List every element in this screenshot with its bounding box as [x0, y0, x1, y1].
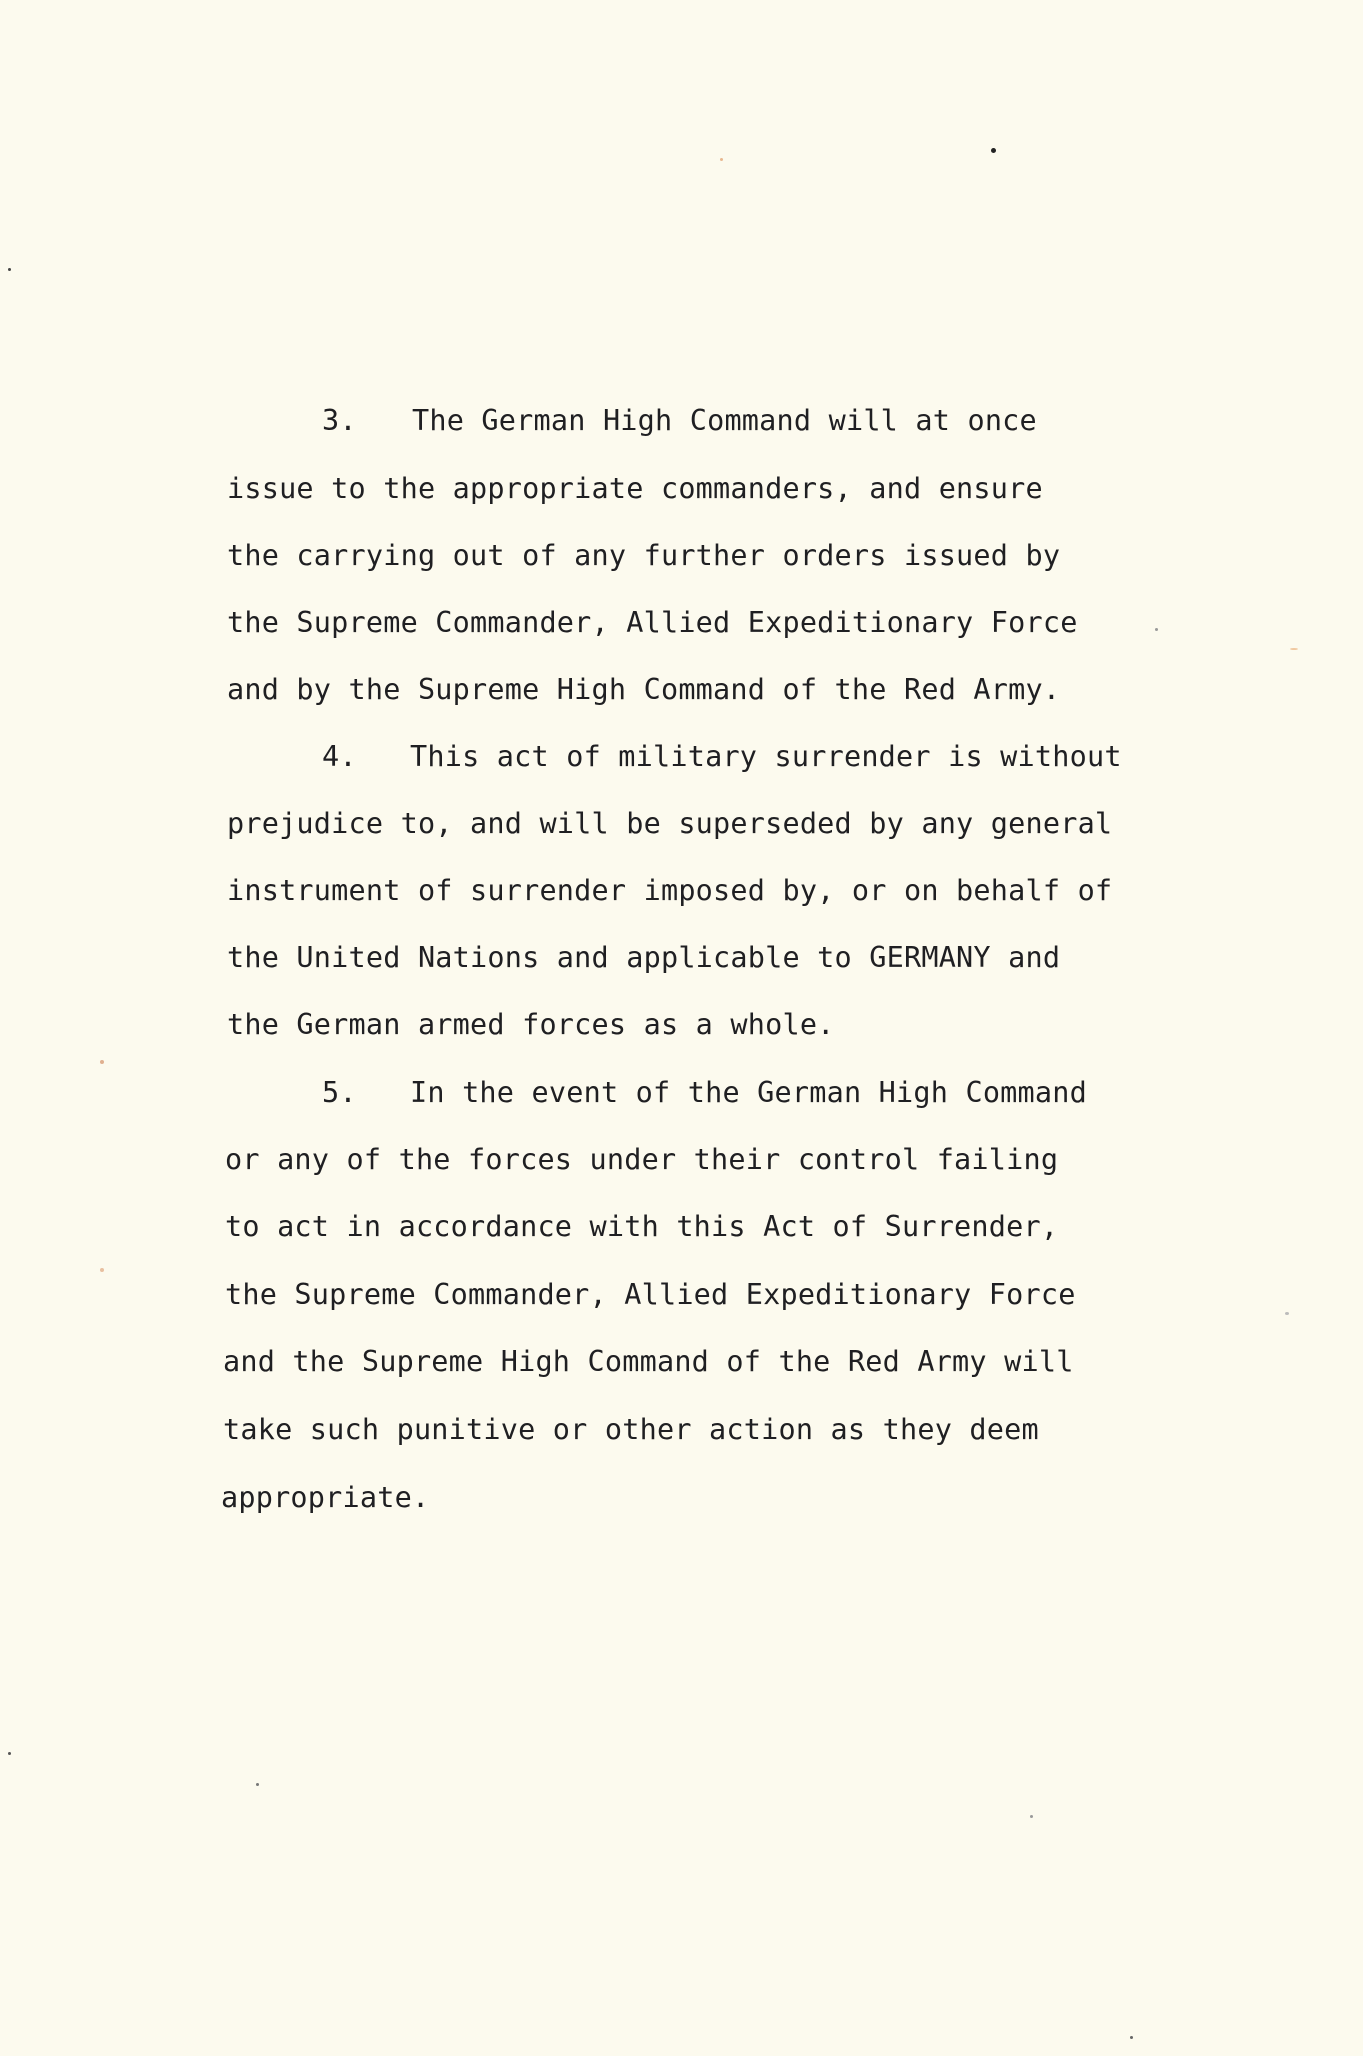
text-line: to act in accordance with this Act of Surrender,: [225, 1210, 1059, 1243]
text-line: This act of military surrender is without: [410, 740, 1122, 773]
paper-speck: [991, 148, 996, 153]
paper-speck: [1030, 1815, 1033, 1818]
paper-speck: [1155, 628, 1158, 631]
text-line: issue to the appropriate commanders, and ensure: [227, 472, 1043, 505]
paragraph-number: 4.: [322, 740, 357, 773]
paper-speck: [8, 1752, 11, 1755]
paper-speck: [1130, 2036, 1133, 2039]
text-line: prejudice to, and will be superseded by any general: [227, 807, 1113, 840]
text-line: appropriate.: [221, 1481, 430, 1514]
paper-speck: [100, 1268, 104, 1272]
text-line: and the Supreme High Command of the Red Army will: [223, 1345, 1074, 1378]
text-line: instrument of surrender imposed by, or on behalf of: [227, 874, 1113, 907]
paper-speck: [8, 268, 11, 271]
paper-speck: [256, 1783, 259, 1786]
paper-speck: [720, 158, 723, 161]
text-line: The German High Command will at once: [412, 404, 1037, 437]
text-line: the Supreme Commander, Allied Expeditionary Force: [225, 1278, 1076, 1311]
paragraph-number: 5.: [322, 1076, 357, 1109]
paper-speck: [1290, 648, 1298, 650]
text-line: In the event of the German High Command: [410, 1076, 1087, 1109]
paper-speck: [100, 1060, 104, 1064]
text-line: and by the Supreme High Command of the Red Army.: [227, 673, 1061, 706]
text-line: or any of the forces under their control failing: [225, 1143, 1059, 1176]
text-line: the German armed forces as a whole.: [227, 1008, 835, 1041]
paragraph-number: 3.: [322, 404, 357, 437]
text-line: the carrying out of any further orders issued by: [227, 539, 1061, 572]
text-line: take such punitive or other action as they deem: [223, 1413, 1039, 1446]
text-line: the Supreme Commander, Allied Expeditionary Force: [227, 606, 1078, 639]
paper-speck: [1285, 1312, 1289, 1315]
text-line: the United Nations and applicable to GERMANY and: [227, 941, 1061, 974]
